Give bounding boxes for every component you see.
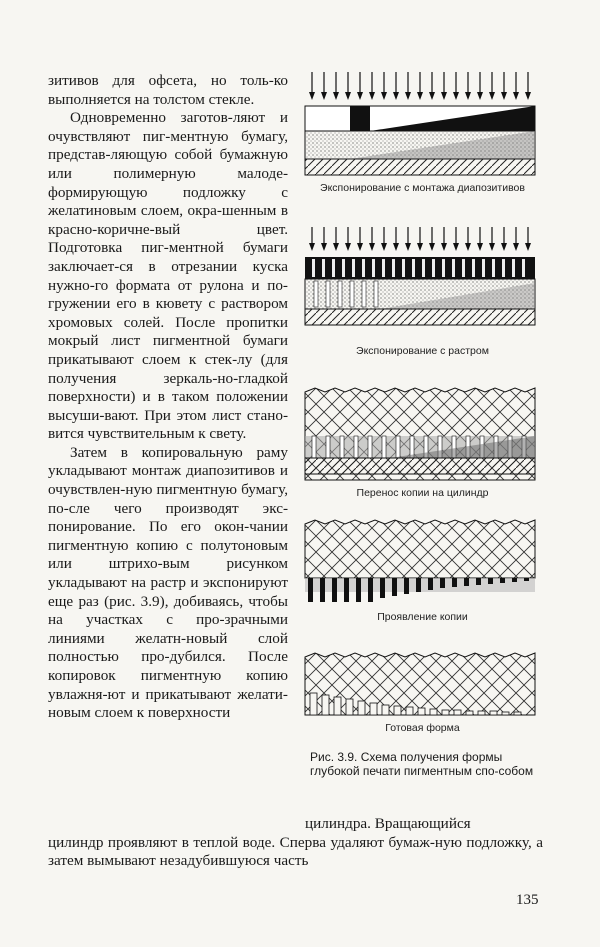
panel-3	[305, 388, 535, 480]
caption-transfer: Перенос копии на цилиндр	[356, 487, 489, 499]
bottom-text-line-1: цилиндра. Вращающийся	[305, 815, 471, 832]
caption-finished-form: Готовая форма	[385, 722, 460, 734]
caption-exposure-montage: Экспонирование с монтажа диапозитивов	[320, 182, 525, 194]
caption-exposure-screen: Экспонирование с растром	[356, 345, 489, 357]
page-number: 135	[516, 892, 539, 908]
bottom-text	[48, 815, 543, 871]
panel-5	[305, 653, 535, 715]
figure-diagram	[300, 70, 545, 750]
paragraph-2: Одновременно заготов-ляют и очувствляют пиг-ментную бумагу, представ-ляющую собой бумажную или полимерную малоде-формирующую подложку с желатиновым слоем, окра-шенным в красно-коричне-вый цвет. Подготовка пиг-ментной бумаги заключает-ся в отрезании куска нужно-го формата от рулона и по-гружении его в кювету с раствором хромовых солей. После пропитки мокрый лист пигментной бумаги прикатывают слоем к стек-лу (для получения зеркаль-но-гладкой поверхности) и в таком положении высуши-вают. При этом лист стано-вится чувствительным к свету.	[48, 109, 288, 443]
panel-2-layers	[305, 257, 535, 325]
bottom-text-rest: цилиндр проявляют в теплой воде. Сперва удаляют бумаж-ную подложку, а затем вымывают незадубившуюся часть	[48, 833, 543, 870]
left-text-column	[48, 72, 288, 723]
panel-4	[305, 520, 535, 602]
caption-development: Проявление копии	[377, 611, 468, 623]
panel-2-arrows	[309, 227, 531, 251]
figure-3-9	[300, 70, 545, 815]
paragraph-1: зитивов для офсета, но толь-ко выполняется на толстом стекле.	[48, 72, 288, 108]
paragraph-3: Затем в копировальную раму укладывают монтаж диапозитивов и очувствлен-ную пигментную бумагу, по-сле чего производят экс-понирование. По его окон-чании пигментную копию с полутоновым или штрихо-вым рисунком укладывают на растр и экспонируют еще раз (рис. 3.9), добиваясь, чтобы на участках с про-зрачными линиями желатн-новый слой полностью про-дубился. После копировок пигментную копию увлажня-ют и прикатывают желати-новым слоем к поверхности	[48, 443, 288, 722]
panel-1-arrows	[309, 72, 531, 100]
panel-1-layers	[305, 106, 535, 175]
figure-caption: Рис. 3.9. Схема получения формы глубокой печати пигментным спо-собом	[310, 750, 534, 778]
